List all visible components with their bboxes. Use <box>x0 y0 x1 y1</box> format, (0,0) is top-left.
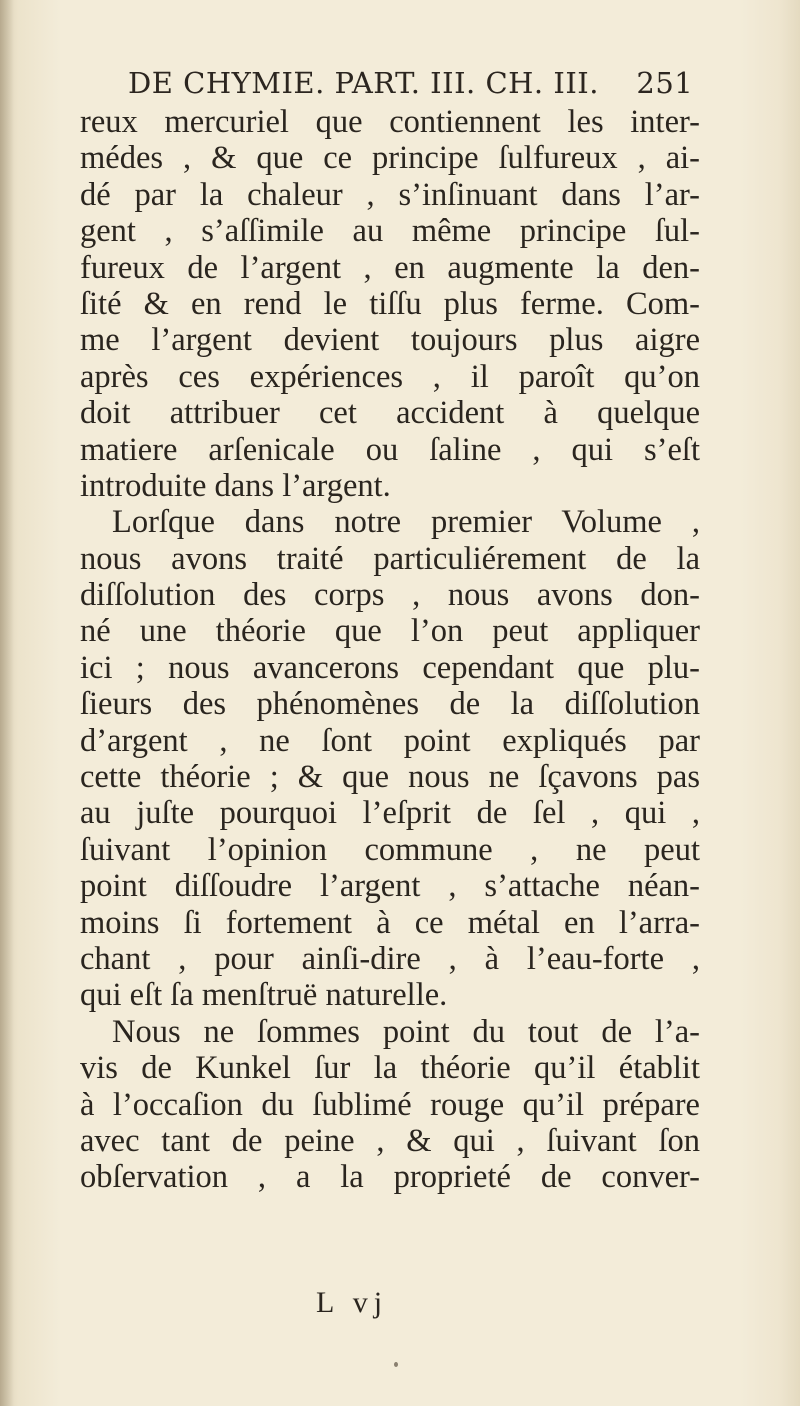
ink-speck <box>394 1362 398 1367</box>
text-line: à l’occaſion du ſublimé rouge qu’il prépare <box>80 1086 700 1123</box>
text-line: ſité & en rend le tiſſu plus ferme. Com- <box>80 285 700 322</box>
text-line: ſieurs des phénomènes de la diſſolution <box>80 686 700 723</box>
paragraph-start: Lorſque dans notre premier Volume , <box>112 504 700 541</box>
spine-shadow <box>0 0 14 1406</box>
text-line: ici ; nous avancerons cependant que plu- <box>80 649 700 686</box>
text-line: médes , & que ce principe ſulfureux , ai- <box>80 140 700 177</box>
text-line: qui eſt ſa menſtruë naturelle. <box>80 977 448 1014</box>
text-line: point diſſoudre l’argent , s’attache néan- <box>80 868 700 905</box>
signature-mark: L vj <box>316 1286 389 1319</box>
body-text <box>80 104 700 1196</box>
text-line: doit attribuer cet accident à quelque <box>80 395 700 432</box>
text-line: nous avons traité particuliérement de la <box>80 540 700 577</box>
text-line: vis de Kunkel ſur la théorie qu’il établit <box>80 1050 700 1087</box>
text-line: d’argent , ne ſont point expliqués par <box>80 722 700 759</box>
text-line: me l’argent devient toujours plus aigre <box>80 322 700 359</box>
paragraph-start: Nous ne ſommes point du tout de l’a- <box>112 1013 700 1050</box>
text-line: avec tant de peine , & qui , ſuivant ſon <box>80 1122 700 1159</box>
text-line: diſſolution des corps , nous avons don- <box>80 577 700 614</box>
text-line: dé par la chaleur , s’inſinuant dans l’ar- <box>80 176 700 213</box>
text-line: né une théorie que l’on peut appliquer <box>80 613 700 650</box>
text-line: reux mercuriel que contiennent les inter- <box>80 104 700 140</box>
text-line: introduite dans l’argent. <box>80 467 391 504</box>
page-number: 251 <box>636 66 694 100</box>
text-line: obſervation , a la proprieté de conver- <box>80 1159 700 1196</box>
text-line: moins ſi fortement à ce métal en l’arra- <box>80 904 700 941</box>
text-line: fureux de l’argent , en augmente la den- <box>80 249 700 286</box>
text-line: matiere arſenicale ou ſaline , qui s’eſt <box>80 431 700 468</box>
running-title: DE CHYMIE. PART. III. CH. III. <box>128 66 599 100</box>
text-line: au juſte pourquoi l’eſprit de ſel , qui , <box>80 795 700 832</box>
text-line: ſuivant l’opinion commune , ne peut <box>80 831 700 868</box>
text-line: gent , s’aſſimile au même principe ſul- <box>80 213 700 250</box>
text-line: cette théorie ; & que nous ne ſçavons pas <box>80 759 700 796</box>
text-line: chant , pour ainſi-dire , à l’eau-forte , <box>80 940 700 977</box>
text-line: après ces expériences , il paroît qu’on <box>80 358 700 395</box>
